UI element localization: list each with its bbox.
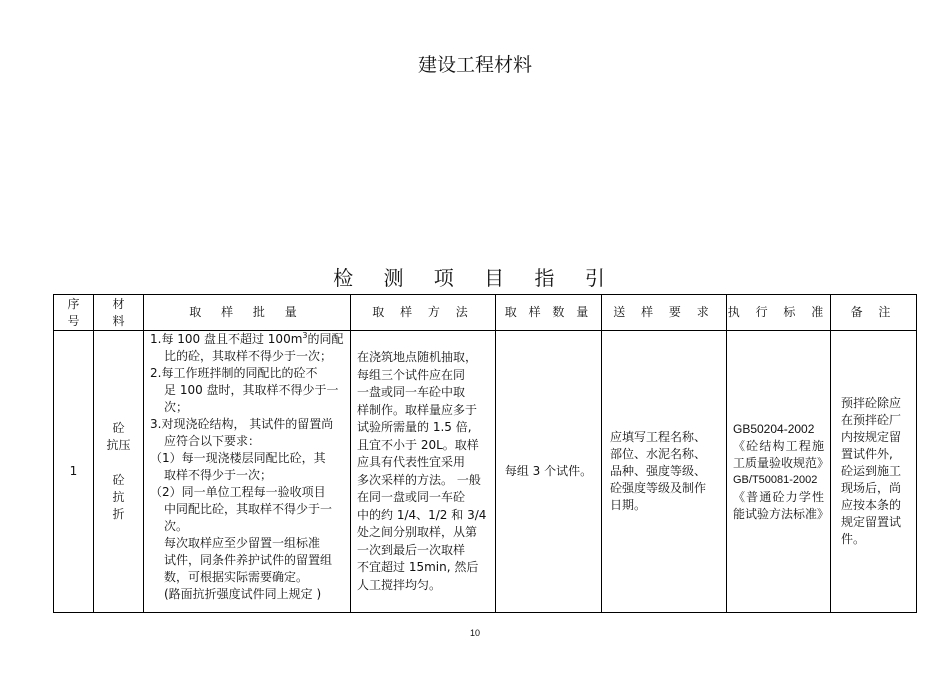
method-line: 一次到最后一次取样 <box>357 542 466 557</box>
remark-line: 置试件外, <box>841 447 893 461</box>
method-line: 不宜超过 15min, 然后 <box>357 560 479 574</box>
batch-line: （2）同一单位工程每一验收项目 <box>150 485 326 499</box>
batch-line-1-end: 的同配 <box>307 332 344 346</box>
table-header-row <box>54 295 917 331</box>
batch-line: 比的砼，其取样不得少于一次； <box>164 349 333 363</box>
batch-line: 每次取样应至少留置一组标准 <box>164 536 321 550</box>
row-requirement <box>602 331 727 613</box>
material-line: 折 <box>112 507 125 521</box>
material-line: 砼 <box>112 473 125 487</box>
method-line: 中的约 1/4、1/2 和 3/4 <box>357 507 487 522</box>
remark-line: 砼运到施工 <box>841 464 902 478</box>
section-title: 检 测 项 目 指 引 <box>333 266 617 290</box>
remark-line: 现场后，尚 <box>841 481 902 495</box>
batch-line: 数，可根据实际需要确定。 <box>164 570 309 584</box>
requirement-line: 品种、强度等级、 <box>610 464 707 478</box>
batch-line: 3.对现浇砼结构， 其试件的留置尚 <box>150 417 334 431</box>
method-line: 一盘或同一车砼中取 <box>357 385 466 399</box>
batch-line <box>150 331 346 348</box>
method-line: 应具有代表性宜采用 <box>357 455 466 469</box>
method-line: 在浇筑地点随机抽取， <box>357 350 478 364</box>
header-requirement: 送 样 要 求 <box>602 295 727 331</box>
method-line: 人工搅拌均匀。 <box>357 577 442 592</box>
header-material-line2: 料 <box>112 313 125 328</box>
remark-line: 预拌砼除应 <box>841 396 902 410</box>
remark-line: 应按本条的 <box>841 498 902 512</box>
row-material <box>94 331 144 613</box>
batch-line: 取样不得少于一次； <box>164 468 273 482</box>
standard-code-2: GB/T50081-2002 <box>733 473 818 486</box>
row-standard <box>727 331 831 613</box>
header-seq-line2: 号 <box>67 313 80 328</box>
method-line: 处之间分别取样，从第 <box>357 525 478 539</box>
batch-line: 试件，同条件养护试件的留置组 <box>164 553 333 567</box>
page-number: 10 <box>469 628 480 638</box>
batch-line: 2.每工作班拌制的同配比的砼不 <box>150 366 318 380</box>
requirement-line: 部位、水泥名称、 <box>610 447 707 461</box>
standard-code-1: GB50204-2002 <box>733 421 815 436</box>
inspection-table <box>53 294 917 613</box>
material-line: 抗压 <box>106 438 131 452</box>
header-seq-line1: 序 <box>67 296 80 311</box>
batch-line: 次； <box>164 400 189 414</box>
material-line <box>94 454 143 472</box>
header-batch: 取 样 批 量 <box>144 295 351 331</box>
header-seq <box>54 295 94 331</box>
row-remark <box>831 331 917 613</box>
requirement-line: 应填写工程名称、 <box>610 430 707 444</box>
method-line: 样制作。取样量应多于 <box>357 402 478 417</box>
material-line: 砼 <box>112 421 125 435</box>
standard-name-1: 《砼结构工程施工质量验收规范》 <box>733 438 830 470</box>
remark-line: 规定留置试 <box>841 515 902 529</box>
material-line: 抗 <box>112 490 125 504</box>
remark-line: 在预拌砼厂 <box>841 413 902 427</box>
batch-line: 足 100 盘时，其取样不得少于一 <box>164 383 339 397</box>
header-material-line1: 材 <box>112 296 125 311</box>
method-line: 多次采样的方法。 一般 <box>357 472 481 487</box>
table-row <box>54 331 917 613</box>
batch-line: 次。 <box>164 519 189 533</box>
method-line: 每组三个试件应在同 <box>357 367 466 382</box>
requirement-line: 日期。 <box>610 498 647 512</box>
batch-line: （1）每一现浇楼层同配比砼，其 <box>150 451 326 465</box>
row-seq: 1 <box>54 331 94 613</box>
header-material <box>94 295 144 331</box>
row-batch <box>144 331 351 613</box>
batch-line: 中同配比砼，其取样不得少于一 <box>164 502 333 516</box>
method-line: 试验所需量的 1.5 倍, <box>357 420 472 434</box>
remark-line: 件。 <box>841 532 866 546</box>
batch-superscript: 3 <box>302 331 308 340</box>
header-method: 取 样 方 法 <box>351 295 496 331</box>
batch-line-1: 1.每 100 盘且不超过 100m <box>150 332 303 346</box>
header-title: 建设工程材料 <box>417 54 532 76</box>
method-line: 在同一盘或同一车砼 <box>357 490 466 504</box>
remark-line: 内按规定留 <box>841 430 902 444</box>
header-standard: 执 行 标 准 <box>727 295 831 331</box>
row-quantity: 每组 3 个试件。 <box>496 331 602 613</box>
header-quantity: 取 样 数 量 <box>496 295 602 331</box>
standard-name-2: 《普通砼力学性能试验方法标准》 <box>733 489 830 521</box>
header-remark: 备 注 <box>831 295 917 331</box>
batch-line: 应符合以下要求： <box>164 434 261 448</box>
row-method <box>351 331 496 613</box>
batch-line: (路面抗折强度试件同上规定 ) <box>164 587 322 601</box>
requirement-line: 砼强度等级及制作 <box>610 481 707 495</box>
method-line: 且宜不小于 20L。取样 <box>357 437 479 452</box>
